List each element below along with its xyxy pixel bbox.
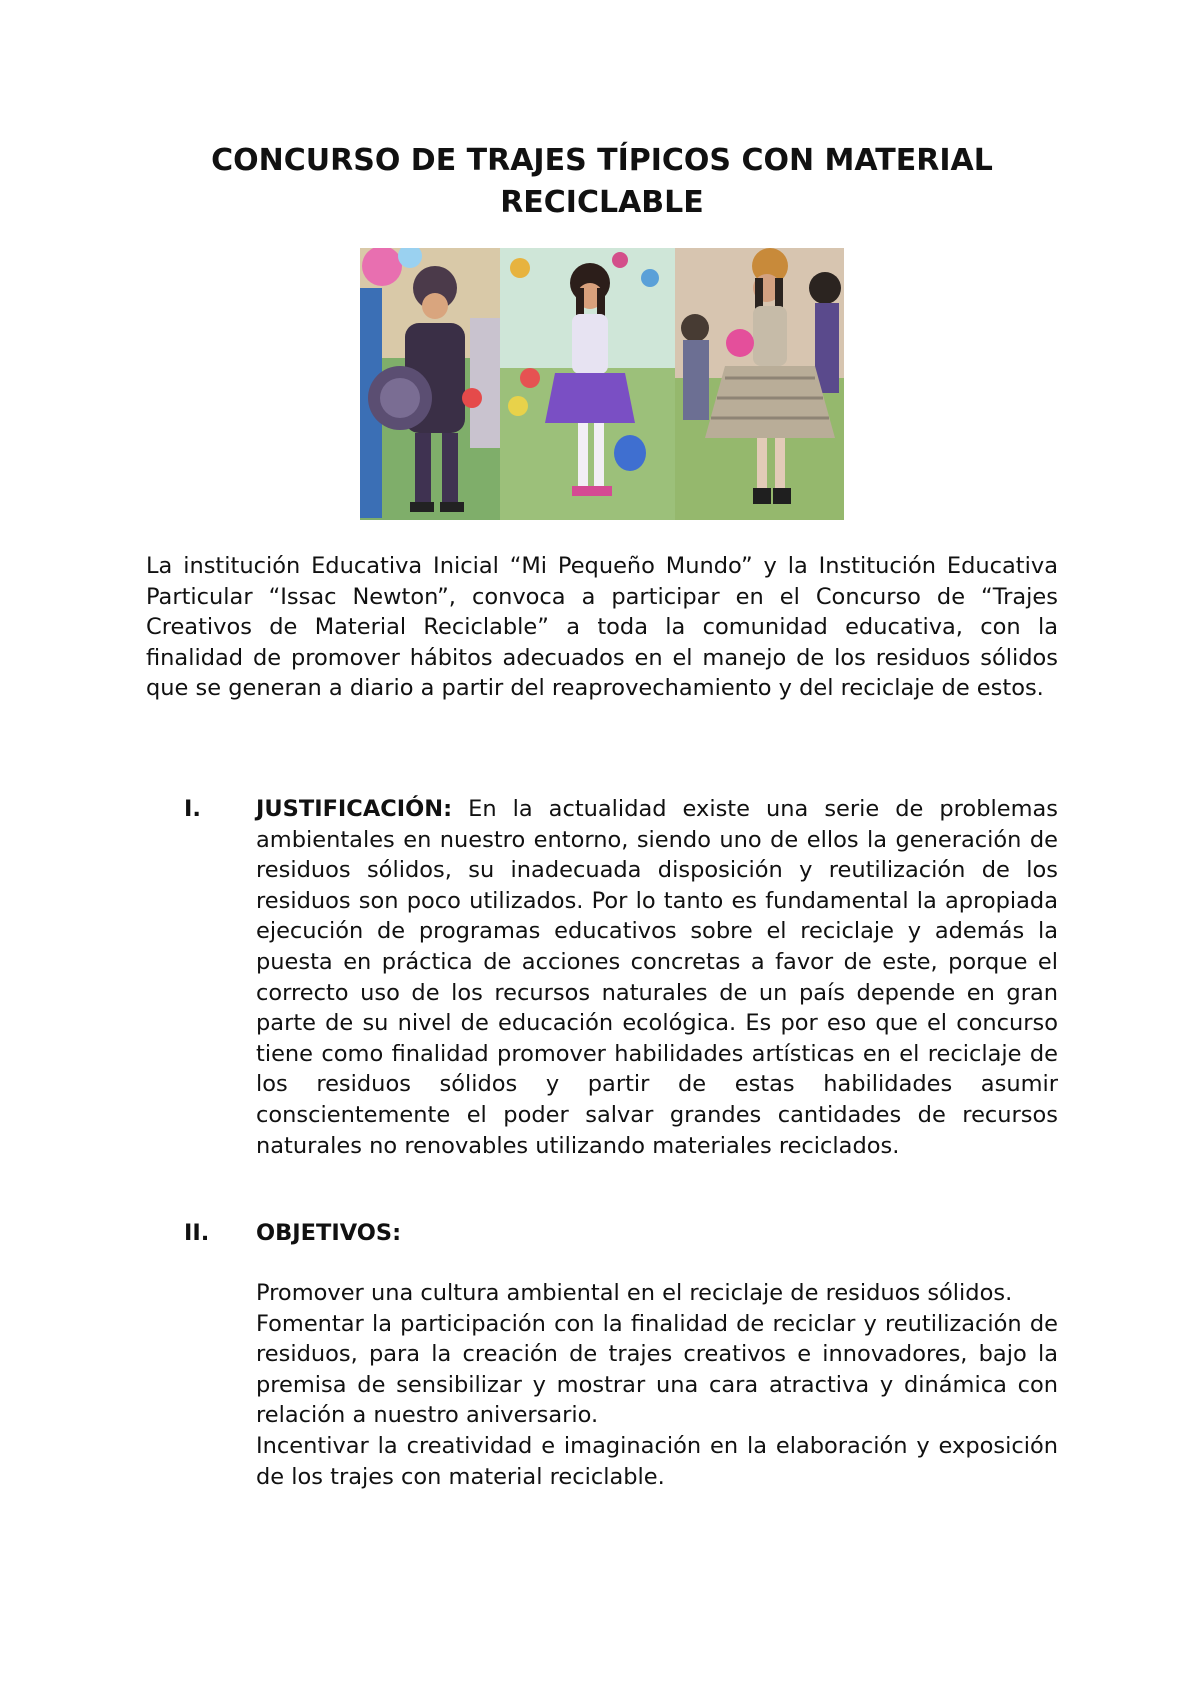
list-item: Fomentar la participación con la finalidad de reciclar y reutilización de residuos, para la creación de trajes creativos e innovadores, bajo la premisa de sensibilizar y mostrar una cara atractiva y dinámica con relación a nuestro aniversario. [256, 1310, 1058, 1429]
photo-strip [360, 248, 844, 520]
section-justificacion [146, 794, 1058, 1194]
section-body [256, 1218, 1058, 1249]
list-item: Incentivar la creatividad e imaginación en la elaboración y exposición de los trajes con material reciclable. [256, 1432, 1058, 1490]
objectives-list [256, 1278, 1058, 1492]
section-number: II. [184, 1220, 210, 1246]
photo-girl-newspaper-dress [675, 248, 844, 520]
intro-paragraph: La institución Educativa Inicial “Mi Pequeño Mundo” y la Institución Educativa Particular “Issac Newton”, convoca a participar en el Concurso de “Trajes Creativos de Material Reciclable” a toda la comunidad educativa, con la finalidad de promover hábitos adecuados en el manejo de los residuos sólidos que se generan a diario a partir del reaprovechamiento y del reciclaje de estos. [146, 553, 1058, 702]
section-text: En la actualidad existe una serie de problemas ambientales en nuestro entorno, siendo uno de ellos la generación de residuos sólidos, su inadecuada disposición y reutilización de los residuos son poco utilizados. Por lo tanto es fundamental la apropiada ejecución de programas educativos sobre el reciclaje y además la puesta en práctica de acciones concretas a favor de este, porque el correcto uso de los recursos naturales de un país depende en gran parte de su nivel de educación ecológica. Es por eso que el concurso tiene como finalidad promover habilidades artísticas en el reciclaje de los residuos sólidos y partir de estas habilidades asumir conscientemente el poder salvar grandes cantidades de recursos naturales no renovables utilizando materiales reciclados. [256, 796, 1058, 1159]
section-heading: JUSTIFICACIÓN: [256, 796, 453, 822]
section-number: I. [184, 796, 201, 822]
list-item: Promover una cultura ambiental en el reciclaje de residuos sólidos. [256, 1280, 1013, 1306]
section-objetivos [146, 1218, 1058, 1538]
photo-girl-purple-dress [500, 248, 675, 520]
page-title: CONCURSO DE TRAJES TÍPICOS CON MATERIAL RECICLABLE [211, 143, 993, 220]
section-heading: OBJETIVOS: [256, 1220, 402, 1246]
section-body [256, 794, 1058, 1161]
photo-child-bottlecap-costume [360, 248, 500, 520]
